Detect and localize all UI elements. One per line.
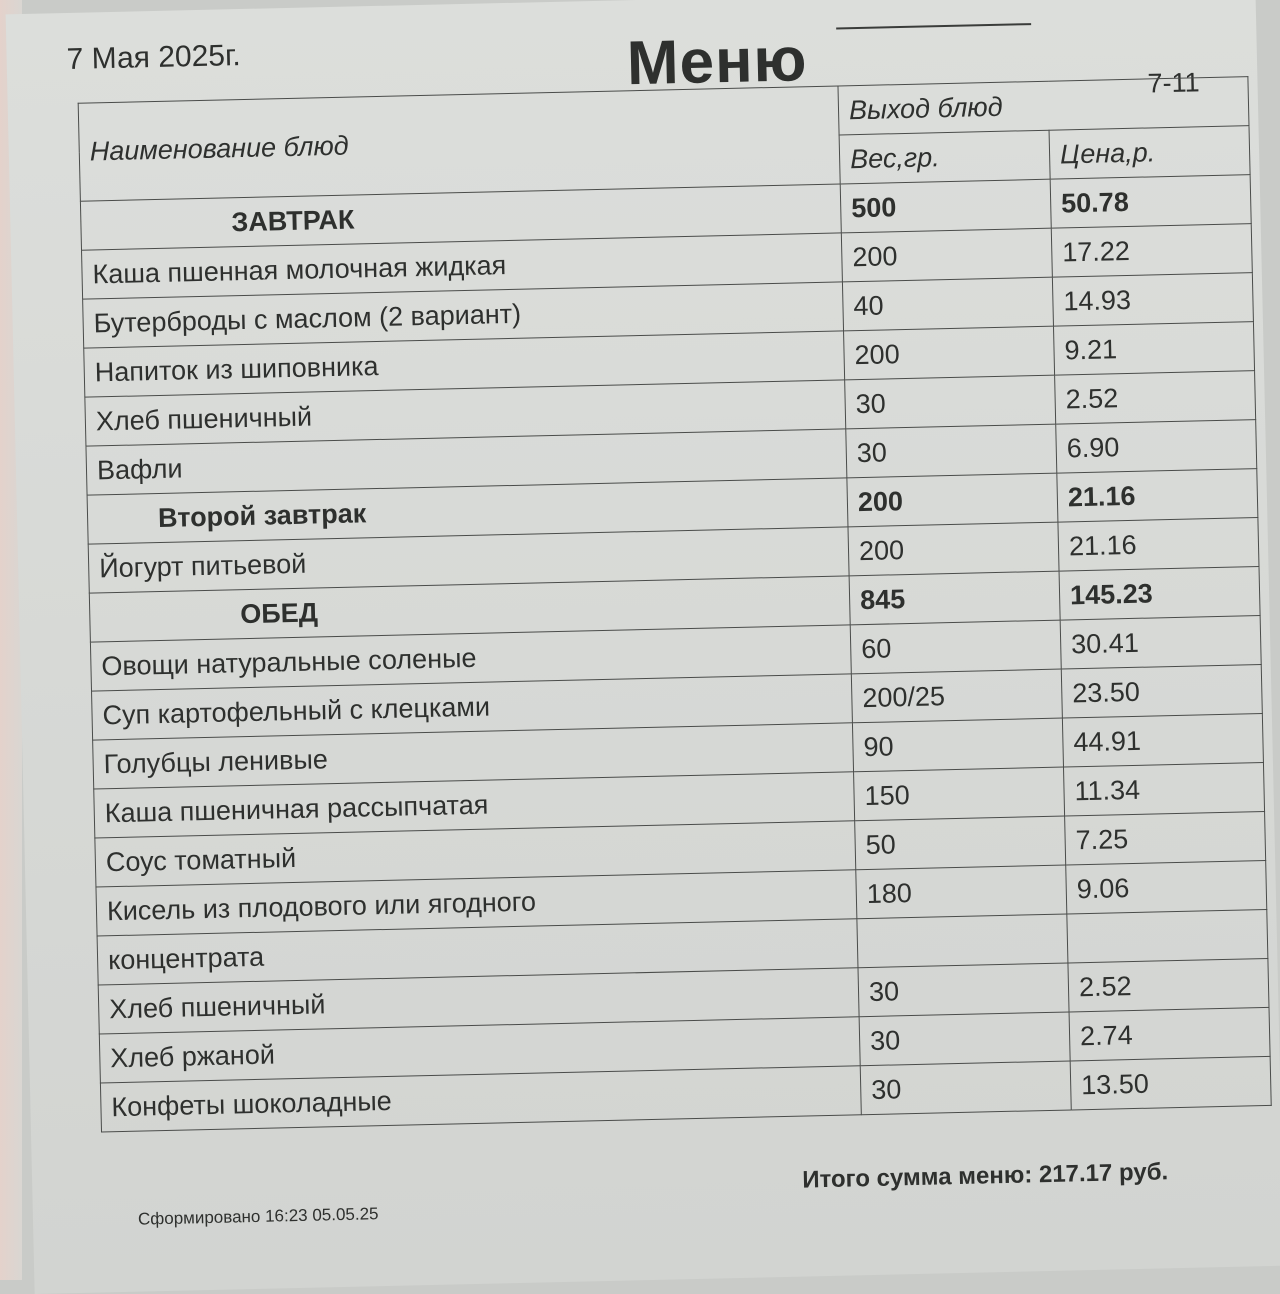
dish-name: Вафли <box>86 429 847 495</box>
dish-name: Каша пшеничная рассыпчатая <box>94 772 855 838</box>
dish-price: 2.52 <box>1068 958 1269 1012</box>
page-title: Меню <box>626 25 809 99</box>
dish-weight: 30 <box>860 1061 1071 1115</box>
dish-name: Бутерброды с маслом (2 вариант) <box>83 282 844 348</box>
menu-sheet <box>6 0 1280 1294</box>
dish-weight: 40 <box>842 277 1053 331</box>
generated-timestamp: Сформировано 16:23 05.05.25 <box>137 1204 379 1229</box>
dish-price: 44.91 <box>1062 714 1263 768</box>
dish-price: 7.25 <box>1065 811 1266 865</box>
dish-weight: 180 <box>856 865 1067 919</box>
section-price: 21.16 <box>1057 469 1258 523</box>
dish-price: 30.41 <box>1060 616 1261 670</box>
section-name: ОБЕД <box>89 576 850 642</box>
dish-price: 14.93 <box>1052 273 1253 327</box>
column-header-dish-name: Наименование блюд <box>78 86 840 201</box>
dish-name: Хлеб пшеничный <box>98 968 859 1034</box>
dish-price: 2.74 <box>1069 1007 1270 1061</box>
column-header-weight: Вес,гр. <box>839 130 1050 184</box>
dish-weight: 200 <box>841 228 1052 282</box>
section-name: ЗАВТРАК <box>80 184 841 250</box>
dish-weight: 50 <box>855 816 1066 870</box>
dish-weight <box>857 914 1068 968</box>
section-weight: 845 <box>849 571 1060 625</box>
dish-weight: 200 <box>844 326 1055 380</box>
menu-table <box>78 76 1272 1132</box>
dish-price: 23.50 <box>1061 665 1262 719</box>
dish-name: Каша пшенная молочная жидкая <box>82 233 843 299</box>
dish-name: Йогурт питьевой <box>88 527 849 593</box>
section-weight: 500 <box>840 179 1051 233</box>
dish-name: Хлеб ржаной <box>99 1017 860 1083</box>
section-price: 145.23 <box>1059 567 1260 621</box>
dish-weight: 200 <box>848 522 1059 576</box>
dish-weight: 200/25 <box>851 669 1062 723</box>
dish-name: Конфеты шоколадные <box>100 1066 861 1132</box>
dish-price: 21.16 <box>1058 518 1259 572</box>
section-weight: 200 <box>847 473 1058 527</box>
dish-weight: 30 <box>845 375 1056 429</box>
dish-name: концентрата <box>97 919 858 985</box>
dish-price: 2.52 <box>1055 371 1256 425</box>
age-group-code: 7-11 <box>1147 67 1200 99</box>
dish-weight: 30 <box>858 963 1069 1017</box>
dish-price: 6.90 <box>1056 420 1257 474</box>
dish-weight: 150 <box>854 767 1065 821</box>
dish-price: 9.06 <box>1066 860 1267 914</box>
dish-weight: 60 <box>850 620 1061 674</box>
menu-date: 7 Мая 2025г. <box>66 39 241 76</box>
dish-name: Голубцы ленивые <box>93 723 854 789</box>
signature-line <box>836 23 1031 29</box>
dish-weight: 90 <box>852 718 1063 772</box>
dish-name: Овощи натуральные соленые <box>90 625 851 691</box>
dish-weight: 30 <box>846 424 1057 478</box>
dish-price: 13.50 <box>1070 1056 1271 1110</box>
dish-name: Суп картофельный с клецками <box>92 674 853 740</box>
menu-total: Итого сумма меню: 217.17 руб. <box>801 1158 1169 1194</box>
dish-price <box>1067 909 1268 963</box>
dish-name: Кисель из плодового или ягодного <box>96 870 857 936</box>
dish-name: Напиток из шиповника <box>84 331 845 397</box>
section-name: Второй завтрак <box>87 478 848 544</box>
column-header-output: Выход блюд <box>838 77 1249 135</box>
dish-price: 17.22 <box>1051 224 1252 278</box>
dish-price: 9.21 <box>1053 322 1254 376</box>
column-header-price: Цена,р. <box>1049 126 1250 180</box>
dish-weight: 30 <box>859 1012 1070 1066</box>
dish-name: Хлеб пшеничный <box>85 380 846 446</box>
dish-price: 11.34 <box>1063 763 1264 817</box>
section-price: 50.78 <box>1050 175 1251 229</box>
dish-name: Соус томатный <box>95 821 856 887</box>
